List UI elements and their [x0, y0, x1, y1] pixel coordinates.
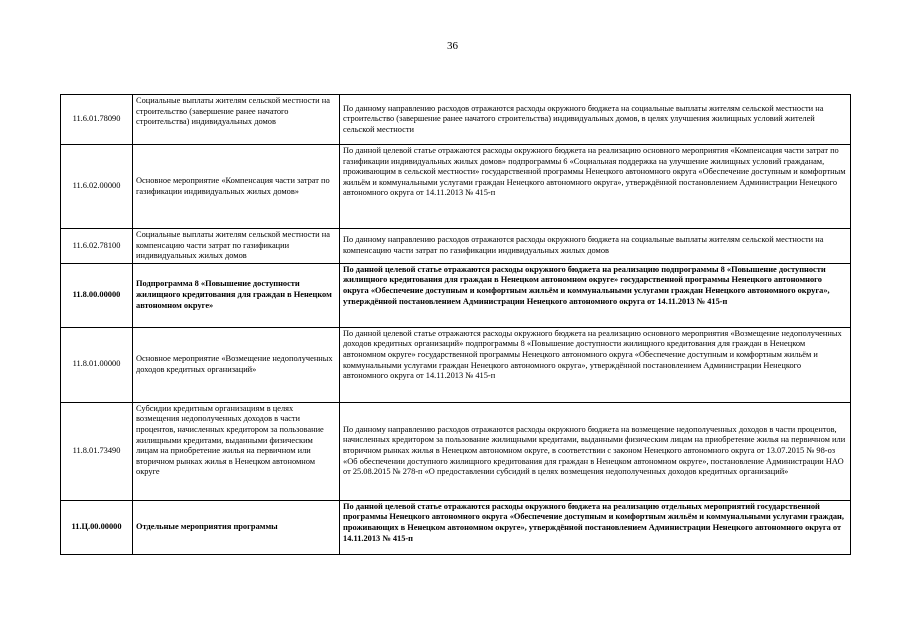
row-code: 11.6.01.78090: [61, 95, 133, 145]
row-description: По данной целевой статье отражаются расходы окружного бюджета на реализацию подпрограммы 8 «Повышение доступности жилищного кредитования для граждан в Ненецком автономном округе» государственной программы Ненецкого автономного округа «Обеспечение доступным и комфортным жильём и коммунальными услугами граждан Ненецкого автономного округа», утверждённой постановлением Администрации Ненецкого автономного округа от 14.11.2013 № 415-п: [340, 263, 851, 327]
row-code: 11.6.02.78100: [61, 229, 133, 264]
row-code: 11.6.02.00000: [61, 145, 133, 229]
row-description: По данной целевой статье отражаются расходы окружного бюджета на реализацию основного мероприятия «Компенсация части затрат по газификации индивидуальных жилых домов» подпрограммы 6 «Социальная поддержка на улучшение жилищных условий гражданам, проживающим в сельской местности» государственной программы Ненецкого автономного округа «Обеспечение доступным и комфортным жильём и коммунальными услугами граждан Ненецкого автономного округа», утверждённой постановлением Администрации Ненецкого автономного округа от 14.11.2013 № 415-п: [340, 145, 851, 229]
row-description: По данной целевой статье отражаются расходы окружного бюджета на реализацию отдельных мероприятий государственной программы Ненецкого автономного округа «Обеспечение доступным и комфортным жильём и коммунальными услугами граждан, проживающих в Ненецком автономном округе», утверждённой постановлением Администрации Ненецкого автономного округа от 14.11.2013 № 415-п: [340, 500, 851, 554]
row-code: 11.8.01.73490: [61, 402, 133, 500]
table-row: [61, 402, 851, 500]
row-description: По данному направлению расходов отражаются расходы окружного бюджета на социальные выплаты жителям сельской местности на строительство (завершение ранее начатого строительства) индивидуальных домов, в целях улучшения жилищных условий жителей сельской местности: [340, 95, 851, 145]
row-name: Подпрограмма 8 «Повышение доступности жилищного кредитования для граждан в Ненецком автономном округе»: [133, 263, 340, 327]
row-code: 11.8.00.00000: [61, 263, 133, 327]
row-name: Субсидии кредитным организациям в целях возмещения недополученных доходов в части процентов, начисленных кредитором за пользование жилищными кредитами, выданными физическим лицам на приобретение жилья на первичном или вторичном рынках жилья в Ненецком автономном округе: [133, 402, 340, 500]
table-row: [61, 327, 851, 402]
row-code: 11.Ц.00.00000: [61, 500, 133, 554]
row-name: Социальные выплаты жителям сельской местности на компенсацию части затрат по газификации индивидуальных жилых домов: [133, 229, 340, 264]
row-description: По данному направлению расходов отражаются расходы окружного бюджета на возмещение недополученных доходов в части процентов, начисленных кредитором за пользование жилищными кредитами, выданными физическим лицам на приобретение жилья на первичном или вторичном рынках жилья в Ненецком автономном округе, в соответствии с законом Ненецкого автономного округа от 13.07.2015 № 98-оз «Об обеспечении доступного жилищного кредитования для граждан в Ненецком автономном округе», постановление Администрации НАО от 25.08.2015 № 278-п «О предоставлении субсидий в целях возмещения недополученных доходов кредитных организаций»: [340, 402, 851, 500]
table-row: [61, 263, 851, 327]
table-row: [61, 229, 851, 264]
table-row: [61, 500, 851, 554]
row-name: Основное мероприятие «Возмещение недополученных доходов кредитных организаций»: [133, 327, 340, 402]
row-name: Основное мероприятие «Компенсация части затрат по газификации индивидуальных жилых домов»: [133, 145, 340, 229]
row-code: 11.8.01.00000: [61, 327, 133, 402]
page-number: 36: [447, 40, 458, 52]
budget-classification-table: [60, 94, 851, 555]
row-description: По данному направлению расходов отражаются расходы окружного бюджета на социальные выплаты жителям сельской местности на компенсацию части затрат по газификации индивидуальных жилых домов: [340, 229, 851, 264]
row-name: Социальные выплаты жителям сельской местности на строительство (завершение ранее начатого строительства) индивидуальных домов: [133, 95, 340, 145]
row-description: По данной целевой статье отражаются расходы окружного бюджета на реализацию основного мероприятия «Возмещение недополученных доходов кредитных организаций» подпрограммы 8 «Повышение доступности жилищного кредитования для граждан в Ненецком автономном округе» государственной программы Ненецкого автономного округа «Обеспечение доступным и комфортным жильём и коммунальными услугами граждан Ненецкого автономного округа», утверждённой постановлением Администрации Ненецкого автономного округа от 14.11.2013 № 415-п: [340, 327, 851, 402]
table-row: [61, 145, 851, 229]
row-name: Отдельные мероприятия программы: [133, 500, 340, 554]
table-row: [61, 95, 851, 145]
